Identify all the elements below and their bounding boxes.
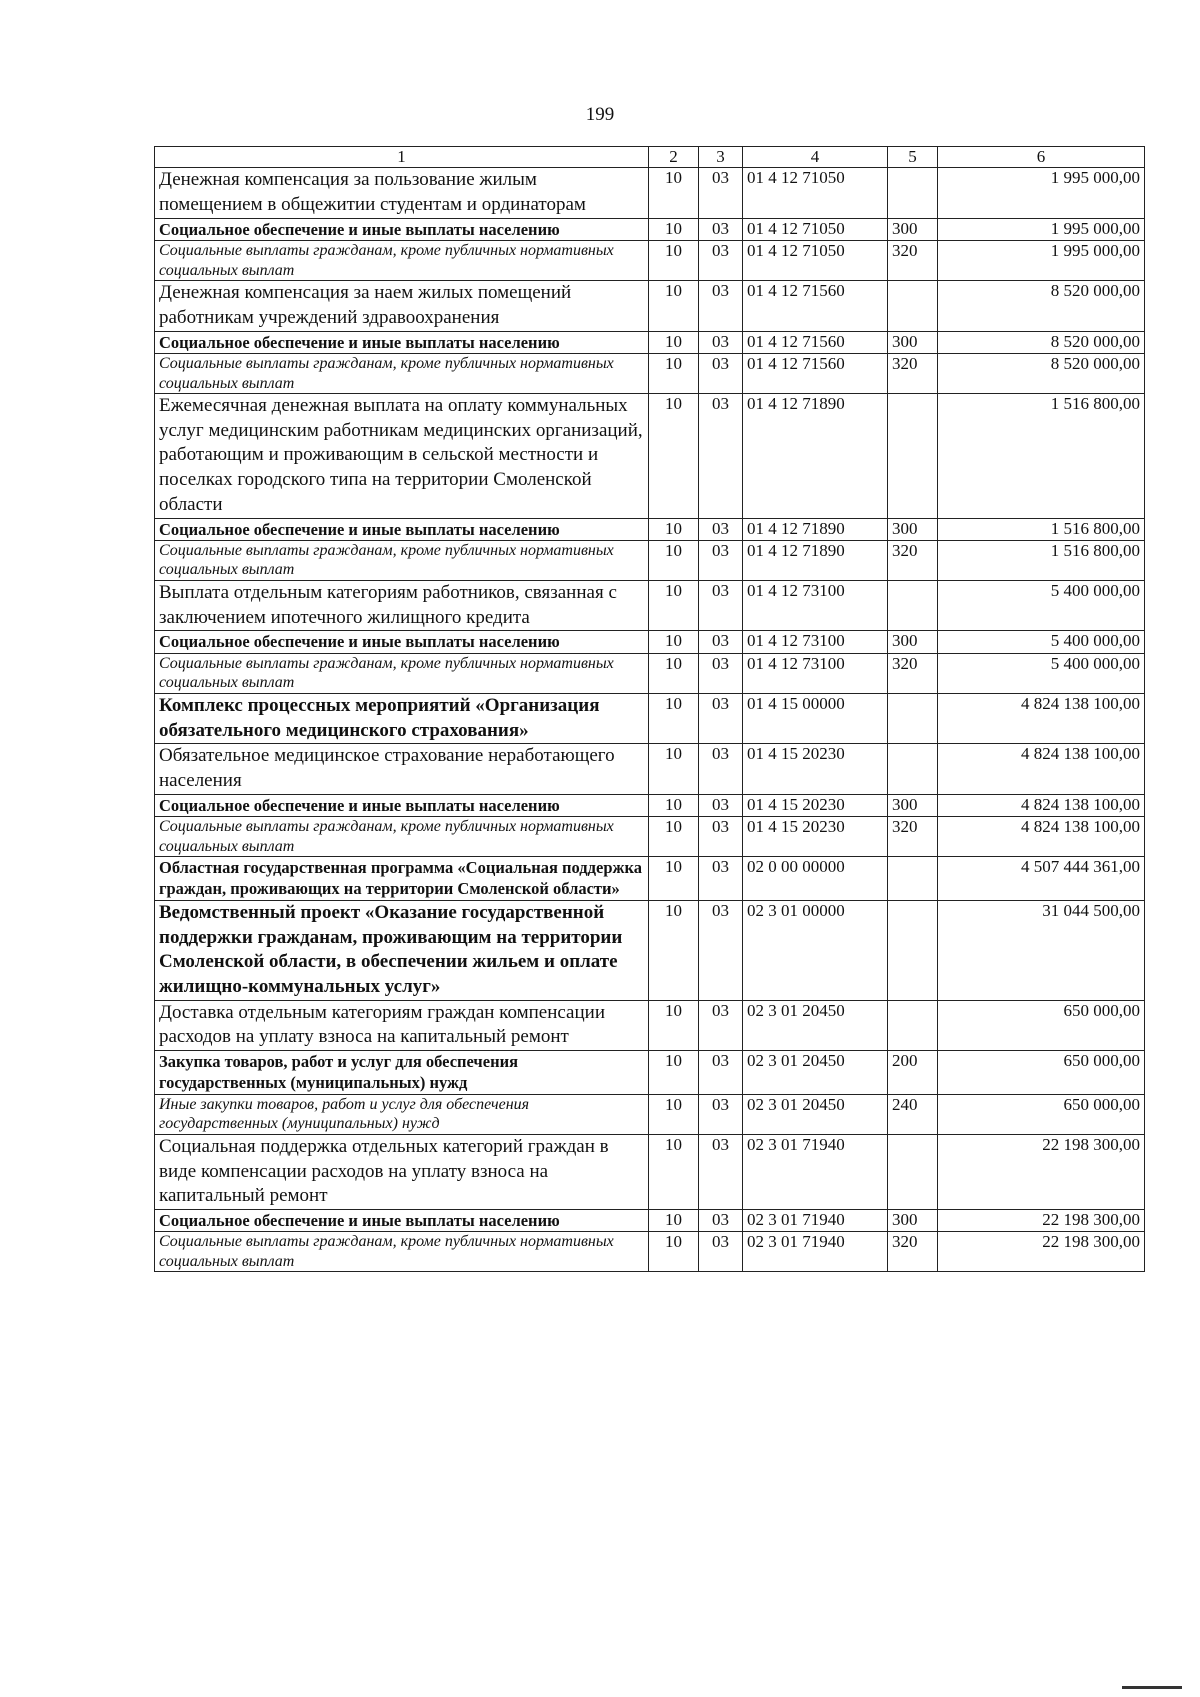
row-amount-cell: 650 000,00 (938, 1051, 1145, 1095)
row-expense-type-cell: 300 (888, 518, 938, 540)
table-row (155, 1094, 1145, 1134)
row-target-code-cell: 01 4 12 71050 (743, 218, 888, 240)
row-expense-type-cell (888, 394, 938, 518)
row-expense-type-cell: 300 (888, 631, 938, 653)
row-target-code-cell: 01 4 15 20230 (743, 794, 888, 816)
row-target-code-cell: 02 0 00 00000 (743, 857, 888, 901)
row-amount-cell: 1 516 800,00 (938, 394, 1145, 518)
row-target-code-cell: 02 3 01 20450 (743, 1051, 888, 1095)
header-col-4: 4 (743, 147, 888, 168)
row-name-cell: Социальные выплаты гражданам, кроме публичных нормативных социальных выплат (155, 1232, 649, 1272)
row-section-cell: 10 (649, 540, 699, 580)
row-name-cell: Социальные выплаты гражданам, кроме публичных нормативных социальных выплат (155, 354, 649, 394)
row-target-code-cell: 01 4 15 20230 (743, 817, 888, 857)
table-row (155, 693, 1145, 743)
row-target-code-cell: 01 4 15 00000 (743, 693, 888, 743)
row-subsection-cell: 03 (699, 354, 743, 394)
row-subsection-cell: 03 (699, 1134, 743, 1209)
row-subsection-cell: 03 (699, 817, 743, 857)
table-row (155, 241, 1145, 281)
row-section-cell: 10 (649, 281, 699, 331)
row-amount-cell: 4 507 444 361,00 (938, 857, 1145, 901)
row-target-code-cell: 02 3 01 71940 (743, 1134, 888, 1209)
row-section-cell: 10 (649, 693, 699, 743)
row-target-code-cell: 01 4 12 71050 (743, 168, 888, 218)
table-row (155, 653, 1145, 693)
row-section-cell: 10 (649, 794, 699, 816)
row-amount-cell: 31 044 500,00 (938, 900, 1145, 1000)
row-subsection-cell: 03 (699, 331, 743, 353)
row-amount-cell: 8 520 000,00 (938, 354, 1145, 394)
row-name-cell: Обязательное медицинское страхование неработающего населения (155, 744, 649, 794)
row-section-cell: 10 (649, 1051, 699, 1095)
row-subsection-cell: 03 (699, 1000, 743, 1050)
row-amount-cell: 22 198 300,00 (938, 1134, 1145, 1209)
row-subsection-cell: 03 (699, 1051, 743, 1095)
row-expense-type-cell (888, 744, 938, 794)
row-amount-cell: 1 995 000,00 (938, 218, 1145, 240)
row-section-cell: 10 (649, 1134, 699, 1209)
row-target-code-cell: 01 4 12 71050 (743, 241, 888, 281)
row-subsection-cell: 03 (699, 900, 743, 1000)
row-target-code-cell: 02 3 01 20450 (743, 1000, 888, 1050)
row-name-cell: Комплекс процессных мероприятий «Организация обязательного медицинского страхования» (155, 693, 649, 743)
row-amount-cell: 5 400 000,00 (938, 653, 1145, 693)
table-row (155, 354, 1145, 394)
row-name-cell: Ежемесячная денежная выплата на оплату коммунальных услуг медицинским работникам медицинских организаций, работающим и проживающим в сельской местности и поселках городского типа на территории Смоленской области (155, 394, 649, 518)
row-amount-cell: 22 198 300,00 (938, 1232, 1145, 1272)
row-target-code-cell: 02 3 01 71940 (743, 1210, 888, 1232)
row-section-cell: 10 (649, 580, 699, 630)
row-expense-type-cell: 300 (888, 331, 938, 353)
row-name-cell: Социальное обеспечение и иные выплаты населению (155, 1210, 649, 1232)
table-row (155, 331, 1145, 353)
row-target-code-cell: 02 3 01 00000 (743, 900, 888, 1000)
row-section-cell: 10 (649, 354, 699, 394)
table-row (155, 794, 1145, 816)
table-row (155, 900, 1145, 1000)
row-expense-type-cell: 300 (888, 218, 938, 240)
table-row (155, 281, 1145, 331)
row-amount-cell: 4 824 138 100,00 (938, 817, 1145, 857)
row-name-cell: Социальное обеспечение и иные выплаты населению (155, 631, 649, 653)
row-target-code-cell: 01 4 12 71890 (743, 540, 888, 580)
row-subsection-cell: 03 (699, 281, 743, 331)
row-amount-cell: 4 824 138 100,00 (938, 794, 1145, 816)
page-number: 199 (585, 104, 615, 125)
row-section-cell: 10 (649, 331, 699, 353)
table-body (155, 168, 1145, 1272)
row-name-cell: Социальное обеспечение и иные выплаты населению (155, 794, 649, 816)
row-subsection-cell: 03 (699, 1210, 743, 1232)
row-expense-type-cell: 320 (888, 1232, 938, 1272)
row-expense-type-cell: 320 (888, 653, 938, 693)
row-name-cell: Доставка отдельным категориям граждан компенсации расходов на уплату взноса на капитальный ремонт (155, 1000, 649, 1050)
row-section-cell: 10 (649, 631, 699, 653)
row-section-cell: 10 (649, 653, 699, 693)
row-section-cell: 10 (649, 1232, 699, 1272)
row-target-code-cell: 01 4 15 20230 (743, 744, 888, 794)
row-target-code-cell: 01 4 12 71560 (743, 281, 888, 331)
row-expense-type-cell (888, 693, 938, 743)
table-row (155, 631, 1145, 653)
row-amount-cell: 1 995 000,00 (938, 168, 1145, 218)
row-name-cell: Закупка товаров, работ и услуг для обеспечения государственных (муниципальных) нужд (155, 1051, 649, 1095)
row-expense-type-cell: 300 (888, 794, 938, 816)
row-section-cell: 10 (649, 857, 699, 901)
row-section-cell: 10 (649, 744, 699, 794)
table-row (155, 1051, 1145, 1095)
table-row (155, 1210, 1145, 1232)
row-target-code-cell: 02 3 01 20450 (743, 1094, 888, 1134)
row-target-code-cell: 01 4 12 73100 (743, 653, 888, 693)
row-name-cell: Социальные выплаты гражданам, кроме публичных нормативных социальных выплат (155, 241, 649, 281)
row-name-cell: Выплата отдельным категориям работников, связанная с заключением ипотечного жилищного кредита (155, 580, 649, 630)
row-amount-cell: 1 995 000,00 (938, 241, 1145, 281)
row-section-cell: 10 (649, 817, 699, 857)
row-expense-type-cell: 320 (888, 540, 938, 580)
row-amount-cell: 1 516 800,00 (938, 540, 1145, 580)
row-subsection-cell: 03 (699, 857, 743, 901)
table-row (155, 540, 1145, 580)
row-subsection-cell: 03 (699, 1232, 743, 1272)
row-target-code-cell: 01 4 12 71560 (743, 354, 888, 394)
row-name-cell: Социальное обеспечение и иные выплаты населению (155, 518, 649, 540)
row-expense-type-cell (888, 168, 938, 218)
table-header (155, 147, 1145, 168)
header-col-1: 1 (155, 147, 649, 168)
row-expense-type-cell: 320 (888, 817, 938, 857)
row-expense-type-cell (888, 281, 938, 331)
row-expense-type-cell (888, 900, 938, 1000)
row-name-cell: Областная государственная программа «Социальная поддержка граждан, проживающих на территории Смоленской области» (155, 857, 649, 901)
row-expense-type-cell: 300 (888, 1210, 938, 1232)
header-col-5: 5 (888, 147, 938, 168)
row-subsection-cell: 03 (699, 631, 743, 653)
row-section-cell: 10 (649, 394, 699, 518)
row-expense-type-cell: 320 (888, 241, 938, 281)
row-name-cell: Социальные выплаты гражданам, кроме публичных нормативных социальных выплат (155, 653, 649, 693)
table-row (155, 580, 1145, 630)
row-section-cell: 10 (649, 1094, 699, 1134)
table-row (155, 168, 1145, 218)
row-name-cell: Денежная компенсация за пользование жилым помещением в общежитии студентам и ординаторам (155, 168, 649, 218)
row-amount-cell: 5 400 000,00 (938, 631, 1145, 653)
row-subsection-cell: 03 (699, 1094, 743, 1134)
row-amount-cell: 8 520 000,00 (938, 281, 1145, 331)
header-col-2: 2 (649, 147, 699, 168)
row-amount-cell: 650 000,00 (938, 1094, 1145, 1134)
table-row (155, 218, 1145, 240)
table-row (155, 394, 1145, 518)
row-section-cell: 10 (649, 1210, 699, 1232)
row-expense-type-cell (888, 1000, 938, 1050)
edge-mark (1122, 1686, 1182, 1689)
row-name-cell: Социальные выплаты гражданам, кроме публичных нормативных социальных выплат (155, 540, 649, 580)
row-section-cell: 10 (649, 241, 699, 281)
row-amount-cell: 8 520 000,00 (938, 331, 1145, 353)
row-amount-cell: 4 824 138 100,00 (938, 693, 1145, 743)
table-row (155, 857, 1145, 901)
row-section-cell: 10 (649, 168, 699, 218)
row-subsection-cell: 03 (699, 744, 743, 794)
row-expense-type-cell (888, 1134, 938, 1209)
row-name-cell: Иные закупки товаров, работ и услуг для обеспечения государственных (муниципальных) нужд (155, 1094, 649, 1134)
row-amount-cell: 22 198 300,00 (938, 1210, 1145, 1232)
row-amount-cell: 650 000,00 (938, 1000, 1145, 1050)
row-name-cell: Ведомственный проект «Оказание государственной поддержки гражданам, проживающим на территории Смоленской области, в обеспечении жильем и оплате жилищно-коммунальных услуг» (155, 900, 649, 1000)
row-amount-cell: 1 516 800,00 (938, 518, 1145, 540)
row-subsection-cell: 03 (699, 518, 743, 540)
header-col-3: 3 (699, 147, 743, 168)
row-subsection-cell: 03 (699, 168, 743, 218)
header-col-6: 6 (938, 147, 1145, 168)
row-section-cell: 10 (649, 218, 699, 240)
table-row (155, 817, 1145, 857)
table-row (155, 1232, 1145, 1272)
row-subsection-cell: 03 (699, 653, 743, 693)
row-expense-type-cell (888, 857, 938, 901)
row-subsection-cell: 03 (699, 241, 743, 281)
row-amount-cell: 4 824 138 100,00 (938, 744, 1145, 794)
row-target-code-cell: 01 4 12 71560 (743, 331, 888, 353)
row-target-code-cell: 01 4 12 71890 (743, 394, 888, 518)
row-expense-type-cell: 240 (888, 1094, 938, 1134)
row-target-code-cell: 01 4 12 73100 (743, 580, 888, 630)
header-row (155, 147, 1145, 168)
table-row (155, 1134, 1145, 1209)
row-section-cell: 10 (649, 900, 699, 1000)
row-expense-type-cell: 320 (888, 354, 938, 394)
row-name-cell: Социальное обеспечение и иные выплаты населению (155, 218, 649, 240)
row-subsection-cell: 03 (699, 580, 743, 630)
row-subsection-cell: 03 (699, 693, 743, 743)
row-subsection-cell: 03 (699, 540, 743, 580)
row-expense-type-cell (888, 580, 938, 630)
row-subsection-cell: 03 (699, 394, 743, 518)
row-name-cell: Денежная компенсация за наем жилых помещений работникам учреждений здравоохранения (155, 281, 649, 331)
row-name-cell: Социальное обеспечение и иные выплаты населению (155, 331, 649, 353)
row-name-cell: Социальные выплаты гражданам, кроме публичных нормативных социальных выплат (155, 817, 649, 857)
row-name-cell: Социальная поддержка отдельных категорий граждан в виде компенсации расходов на уплату взноса на капитальный ремонт (155, 1134, 649, 1209)
row-section-cell: 10 (649, 1000, 699, 1050)
table-row (155, 744, 1145, 794)
table-row (155, 518, 1145, 540)
table-row (155, 1000, 1145, 1050)
row-section-cell: 10 (649, 518, 699, 540)
row-subsection-cell: 03 (699, 218, 743, 240)
row-target-code-cell: 01 4 12 73100 (743, 631, 888, 653)
row-amount-cell: 5 400 000,00 (938, 580, 1145, 630)
row-subsection-cell: 03 (699, 794, 743, 816)
row-target-code-cell: 01 4 12 71890 (743, 518, 888, 540)
row-target-code-cell: 02 3 01 71940 (743, 1232, 888, 1272)
row-expense-type-cell: 200 (888, 1051, 938, 1095)
budget-table (154, 146, 1145, 1272)
